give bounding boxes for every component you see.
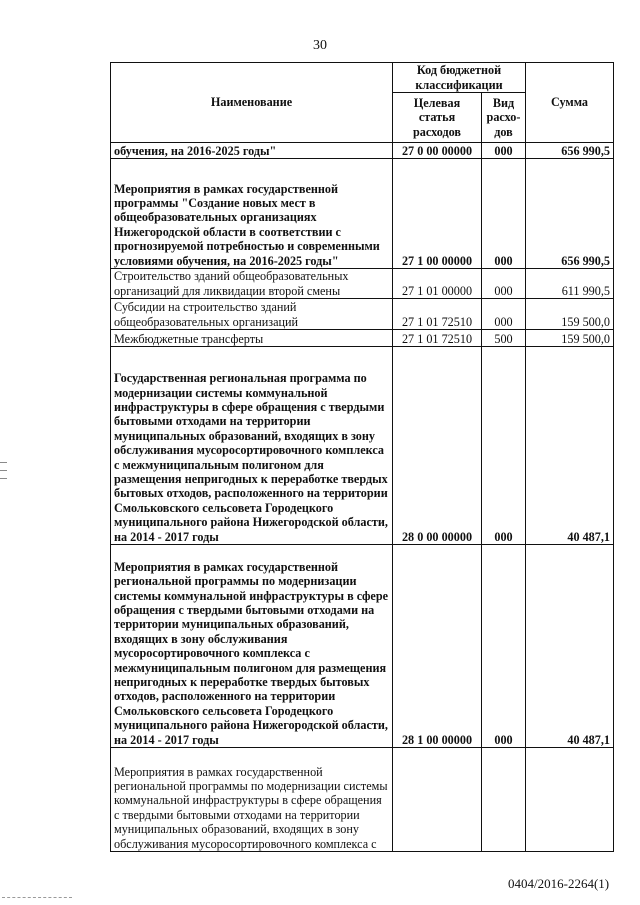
budget-table [110, 62, 614, 852]
row-target-article [393, 748, 482, 852]
row-expense-type [482, 748, 526, 852]
scan-artifact [0, 455, 12, 515]
row-expense-type: 500 [482, 330, 526, 347]
row-sum: 159 500,0 [526, 299, 614, 330]
document-id: 0404/2016-2264(1) [508, 876, 610, 891]
row-target-article: 27 1 01 72510 [393, 299, 482, 330]
table-row [111, 545, 614, 748]
row-sum: 40 487,1 [526, 545, 614, 748]
row-name: Мероприятия в рамках государственной программы "Создание новых мест в общеобразовательных организациях Нижегородской области в соответствии с прогнозируемой потребностью и современными условиями обучения, на 2016-2025 годы" [111, 159, 393, 269]
page-number: 30 [313, 38, 327, 53]
row-name: Субсидии на строительство зданий общеобразовательных организаций [111, 299, 393, 330]
row-target-article: 27 1 01 00000 [393, 269, 482, 299]
row-name: Государственная региональная программа по модернизации системы коммунальной инфраструктуры в сфере обращения с твердыми бытовыми отходами на территории муниципальных образований, входящих в зону обслуживания мусоросортировочного комплекса с межмуниципальным полигоном для размещения непригодных к переработке твердых бытовых отходов, расположенного на территории Смольковского сельсовета Городецкого муниципального района Нижегородской области, на 2014 - 2017 годы [111, 347, 393, 545]
row-expense-type: 000 [482, 269, 526, 299]
table-body [111, 143, 614, 852]
row-name: Мероприятия в рамках государственной региональной программы по модернизации системы коммунальной инфраструктуры в сфере обращения с твердыми бытовыми отходами на территории муниципальных образований, входящих в зону обслуживания мусоросортировочного комплекса с [111, 748, 393, 852]
table-row [111, 748, 614, 852]
table-row [111, 159, 614, 269]
table-row [111, 330, 614, 347]
row-name: Строительство зданий общеобразовательных организаций для ликвидации второй смены [111, 269, 393, 299]
row-name: Мероприятия в рамках государственной региональной программы по модернизации системы коммунальной инфраструктуры в сфере обращения с твердыми бытовыми отходами на территории муниципальных образований, входящих в зону обслуживания мусоросортировочного комплекса с межмуниципальным полигоном для размещения непригодных к переработке твердых бытовых отходов, расположенного на территории Смольковского сельсовета Городецкого муниципального района Нижегородской области, на 2014 - 2017 годы [111, 545, 393, 748]
row-sum: 611 990,5 [526, 269, 614, 299]
table-header [111, 63, 614, 143]
table-row [111, 299, 614, 330]
row-target-article: 27 1 01 72510 [393, 330, 482, 347]
row-name: обучения, на 2016-2025 годы" [111, 143, 393, 159]
row-sum: 159 500,0 [526, 330, 614, 347]
row-target-article: 27 0 00 00000 [393, 143, 482, 159]
row-target-article: 28 0 00 00000 [393, 347, 482, 545]
row-expense-type: 000 [482, 299, 526, 330]
row-sum: 656 990,5 [526, 159, 614, 269]
row-sum [526, 748, 614, 852]
row-expense-type: 000 [482, 159, 526, 269]
header-sum: Сумма [526, 63, 614, 143]
header-budget-code: Код бюджетной классификации [393, 63, 526, 93]
row-name: Межбюджетные трансферты [111, 330, 393, 347]
scan-artifact-bottom [2, 897, 72, 899]
row-expense-type: 000 [482, 347, 526, 545]
table-row [111, 269, 614, 299]
row-target-article: 27 1 00 00000 [393, 159, 482, 269]
table-row [111, 143, 614, 159]
row-sum: 40 487,1 [526, 347, 614, 545]
row-sum: 656 990,5 [526, 143, 614, 159]
row-target-article: 28 1 00 00000 [393, 545, 482, 748]
header-name: Наименование [111, 63, 393, 143]
row-expense-type: 000 [482, 143, 526, 159]
header-target-article: Целевая статья расходов [393, 93, 482, 143]
row-expense-type: 000 [482, 545, 526, 748]
table-row [111, 347, 614, 545]
header-expense-type: Вид расхо-дов [482, 93, 526, 143]
